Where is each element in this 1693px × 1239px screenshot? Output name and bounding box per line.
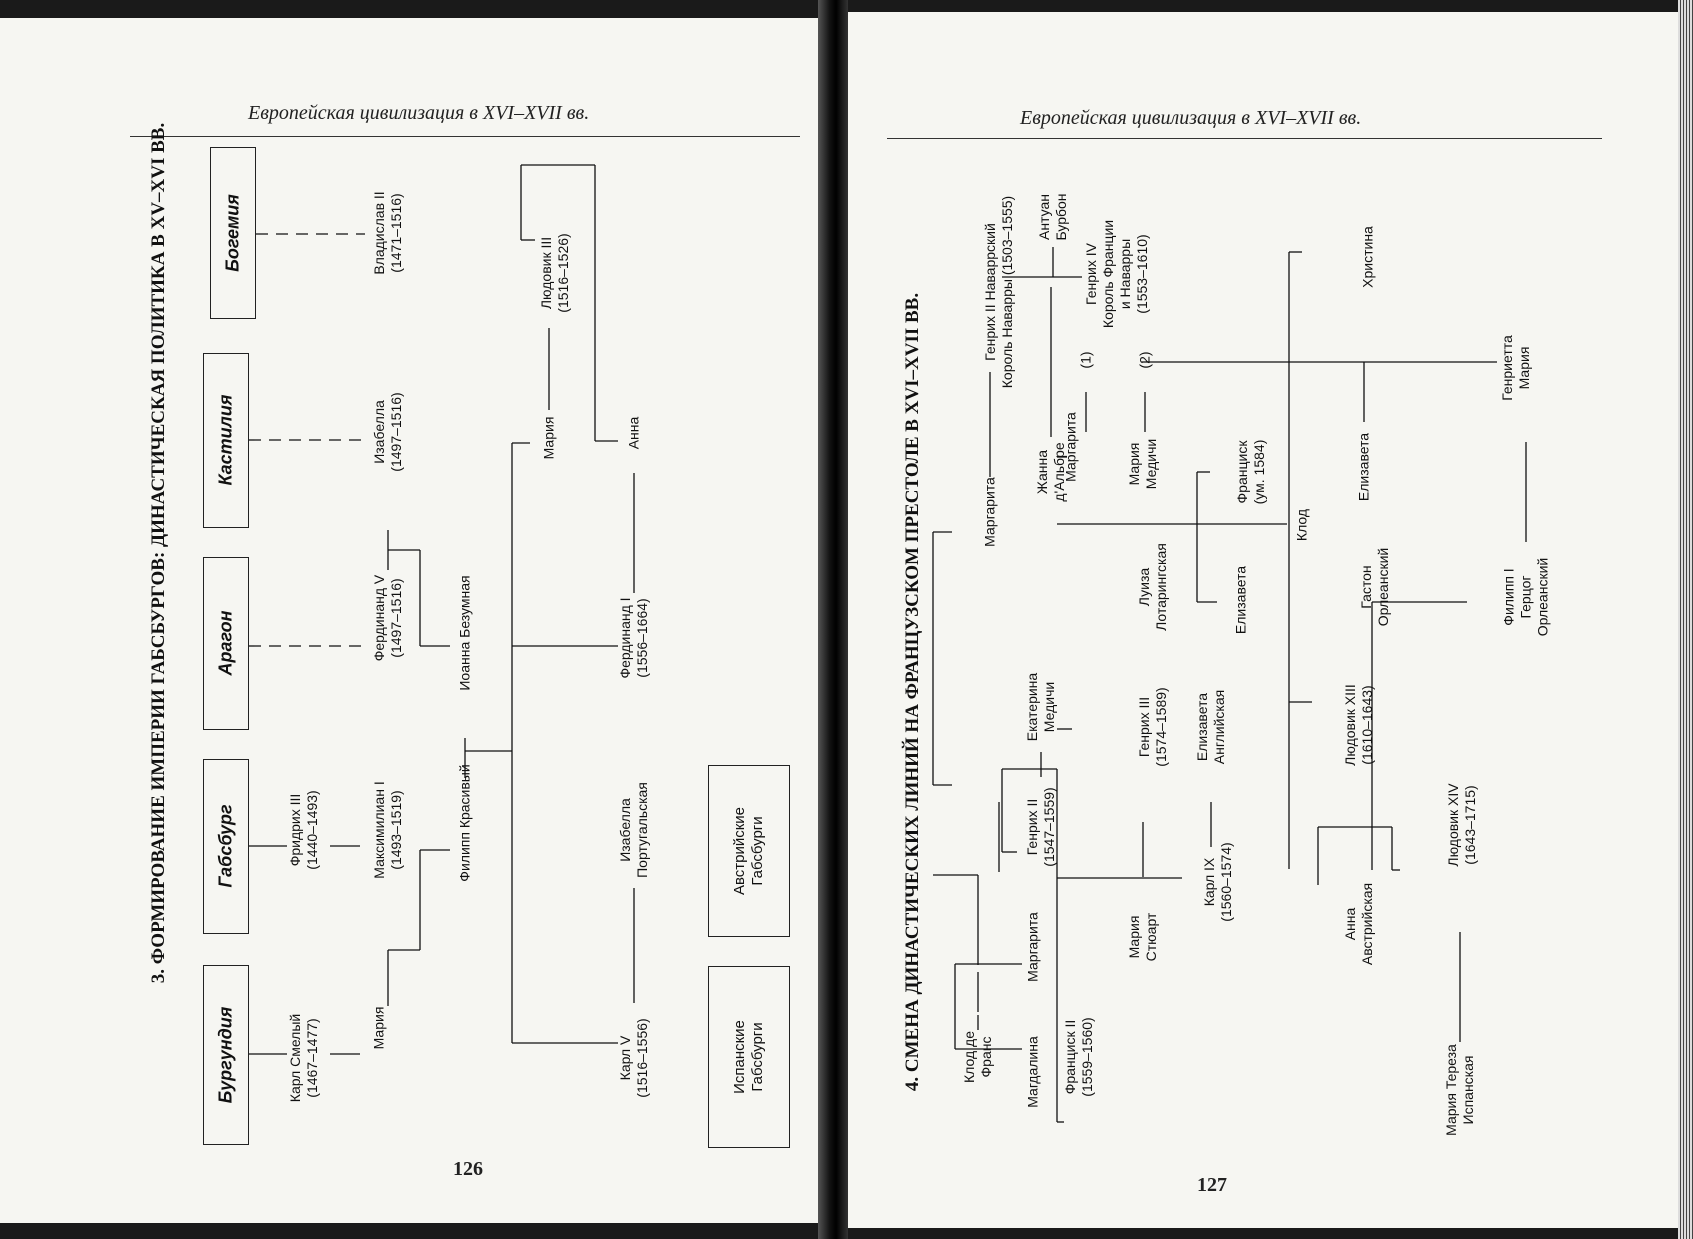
connector-lines-left (0, 18, 822, 1223)
right-page: Европейская цивилизация в XVI–XVII вв. 4. СМЕНА ДИНАСТИЧЕСКИХ ЛИНИЙ НА ФРАНЦУЗСКОМ ПРЕСТОЛЕ В XVI–XVII ВВ. Клод де Франс Маргарита Генрих II Наваррский Король Наварры (1503–1555) Магдалина Маргарита Генрих II (1547–1559) Екатерина Медичи Жанна д'Альбре Антуан Бурбон Генрих IV Король Франции и Наварры (1553–1610) (1) (2) Маргарита Мария Медичи Франциск II (1559–1560) Мария Стюарт Карл IX (1560–1574) Елизавета Английская Генрих III (1574–1589) Луиза Лотарингская Елизавета Франциск (ум. 1584) Клод Анна Австрийская Людовик XIII (1610–1643) Гастон Орлеанский Елизавета Христина Генриетта Мария Мария Тереза Испанская Людовик XIV (1643–1715) Филипп I Герцог Орлеанский 127 (842, 12, 1693, 1228)
page-number-right: 127 (1197, 1174, 1227, 1196)
book-spine (818, 0, 848, 1239)
page-number: 126 (453, 1158, 483, 1180)
running-header-right: Европейская цивилизация в XVI–XVII вв. (1020, 107, 1362, 129)
connector-lines-right (842, 12, 1693, 1228)
left-page: Европейская цивилизация в XVI–XVII вв. 3. ФОРМИРОВАНИЕ ИМПЕРИИ ГАБСБУРГОВ: ДИНАСТИЧЕСКАЯ ПОЛИТИКА В XV–XVI ВВ. Бургундия Габсбург Арагон Кастилия Богемия Карл Смелый (1467–1477) Мария Фридрих III (1440–1493) Максимилиан I (1493–1519) Филипп Красивый Иоанна Безумная Фердинанд V (1497–1516) Изабелла (1497–1516) Владислав II (1471–1516) Карл V (1516–1556) Изабелла Португальская Фердинанд I (1556–1664) Анна Мария Людовик III (1516–1526) Испанские Габсбурги Австрийские Габсбурги 126 (0, 18, 822, 1223)
page-edges (1678, 0, 1693, 1239)
running-header: Европейская цивилизация в XVI–XVII вв. (248, 102, 590, 124)
